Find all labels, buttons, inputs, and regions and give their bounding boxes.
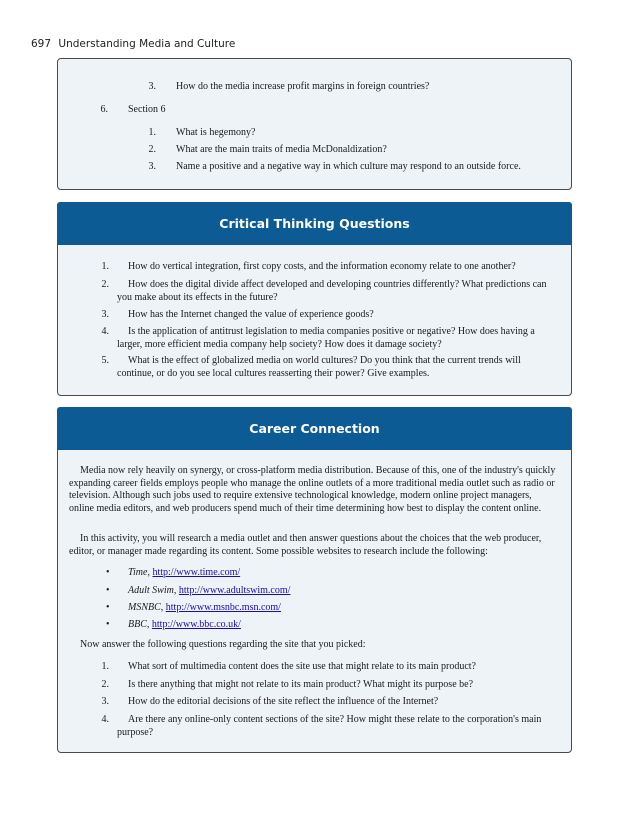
site-name: MSNBC <box>128 602 161 613</box>
site-link-msnbc[interactable]: http://www.msnbc.msn.com/ <box>165 602 281 613</box>
site-link-bbc[interactable]: http://www.bbc.co.uk/ <box>151 619 241 630</box>
career-connection-title: Career Connection <box>57 407 572 450</box>
career-question-text: Is there anything that might not relate to its main product? What might its purpose be? <box>128 679 474 690</box>
review-item-text: How do the media increase profit margins in foreign countries? <box>176 81 430 92</box>
review-item-number: 3. <box>148 81 156 92</box>
critical-item-text: Is the application of antitrust legislation to media companies positive or negative? How does having a <box>128 326 535 337</box>
bullet: • <box>106 619 110 630</box>
critical-item-text: larger, more efficient media company help society? How does it damage society? <box>117 339 442 350</box>
site-separator: , <box>147 567 153 578</box>
critical-item-text: How do vertical integration, first copy costs, and the information economy relate to one another? <box>128 261 516 272</box>
critical-item-text: What is the effect of globalized media on world cultures? Do you think that the current trends will <box>128 355 521 366</box>
career-connection-box <box>57 407 572 753</box>
review-item-number: 3. <box>148 161 156 172</box>
review-section-number: 6. <box>100 104 108 115</box>
bullet: • <box>106 602 110 613</box>
page-header <box>31 38 235 50</box>
career-question-number: 3. <box>101 696 109 707</box>
page-header-title: Understanding Media and Culture <box>58 38 236 50</box>
critical-item-number: 5. <box>101 355 109 366</box>
site-name: Time <box>128 567 148 578</box>
site-list-item <box>128 618 241 631</box>
review-item-text: What is hegemony? <box>176 127 256 138</box>
site-link-time[interactable]: http://www.time.com/ <box>152 567 241 578</box>
review-item-number: 1. <box>148 127 156 138</box>
career-question-number: 4. <box>101 714 109 725</box>
bullet: • <box>106 567 110 578</box>
career-paragraph-1: Media now rely heavily on synergy, or cross-platform media distribution. Because of this, one of the industry's quickly expanding career fields employs people who manage the online outlets of a more traditional media outlet such as radio or television. Although such jobs used to require extensive technological knowledge, modern online project managers, online media editors, and web producers spend much of their time determining how best to display the content online. <box>69 465 556 514</box>
site-name: BBC <box>128 619 147 630</box>
critical-item-number: 3. <box>101 309 109 320</box>
review-item-text: What are the main traits of media McDonaldization? <box>176 144 387 155</box>
critical-thinking-title: Critical Thinking Questions <box>57 202 572 245</box>
career-question-number: 1. <box>101 661 109 672</box>
review-item-text: Name a positive and a negative way in which culture may respond to an outside force. <box>176 161 521 172</box>
site-list-item <box>128 566 240 579</box>
career-question-text: How do the editorial decisions of the site reflect the influence of the Internet? <box>128 696 439 707</box>
critical-thinking-box <box>57 202 572 396</box>
site-name: Adult Swim <box>128 585 174 596</box>
site-link-adult-swim[interactable]: http://www.adultswim.com/ <box>178 585 291 596</box>
career-question-text: What sort of multimedia content does the site use that might relate to its main product? <box>128 661 476 672</box>
career-question-text: Are there any online-only content sections of the site? How might these relate to the corporation's main <box>128 714 542 725</box>
site-separator: , <box>160 602 166 613</box>
review-item-number: 2. <box>148 144 156 155</box>
critical-item-text: How does the digital divide affect developed and developing countries differently? What predictions can <box>128 279 547 290</box>
critical-item-text: continue, or do you see local cultures reasserting their power? Give examples. <box>117 368 430 379</box>
review-questions-box <box>57 58 572 190</box>
critical-item-number: 1. <box>101 261 109 272</box>
career-question-text: purpose? <box>117 727 154 738</box>
critical-item-text: you make about its effects in the future? <box>117 292 278 303</box>
career-question-number: 2. <box>101 679 109 690</box>
page-number: 697 <box>31 38 52 50</box>
site-list-item <box>128 584 290 597</box>
critical-item-number: 4. <box>101 326 109 337</box>
critical-item-number: 2. <box>101 279 109 290</box>
bullet: • <box>106 585 110 596</box>
site-separator: , <box>173 585 179 596</box>
site-list-item <box>128 601 281 614</box>
review-section-label: Section 6 <box>128 104 166 115</box>
site-separator: , <box>146 619 152 630</box>
career-instruction: Now answer the following questions regarding the site that you picked: <box>80 639 366 650</box>
career-paragraph-2: In this activity, you will research a media outlet and then answer questions about the choices that the web producer, editor, or manager made regarding its content. Some possible websites to research include the following: <box>69 533 542 557</box>
critical-item-text: How has the Internet changed the value of experience goods? <box>128 309 374 320</box>
